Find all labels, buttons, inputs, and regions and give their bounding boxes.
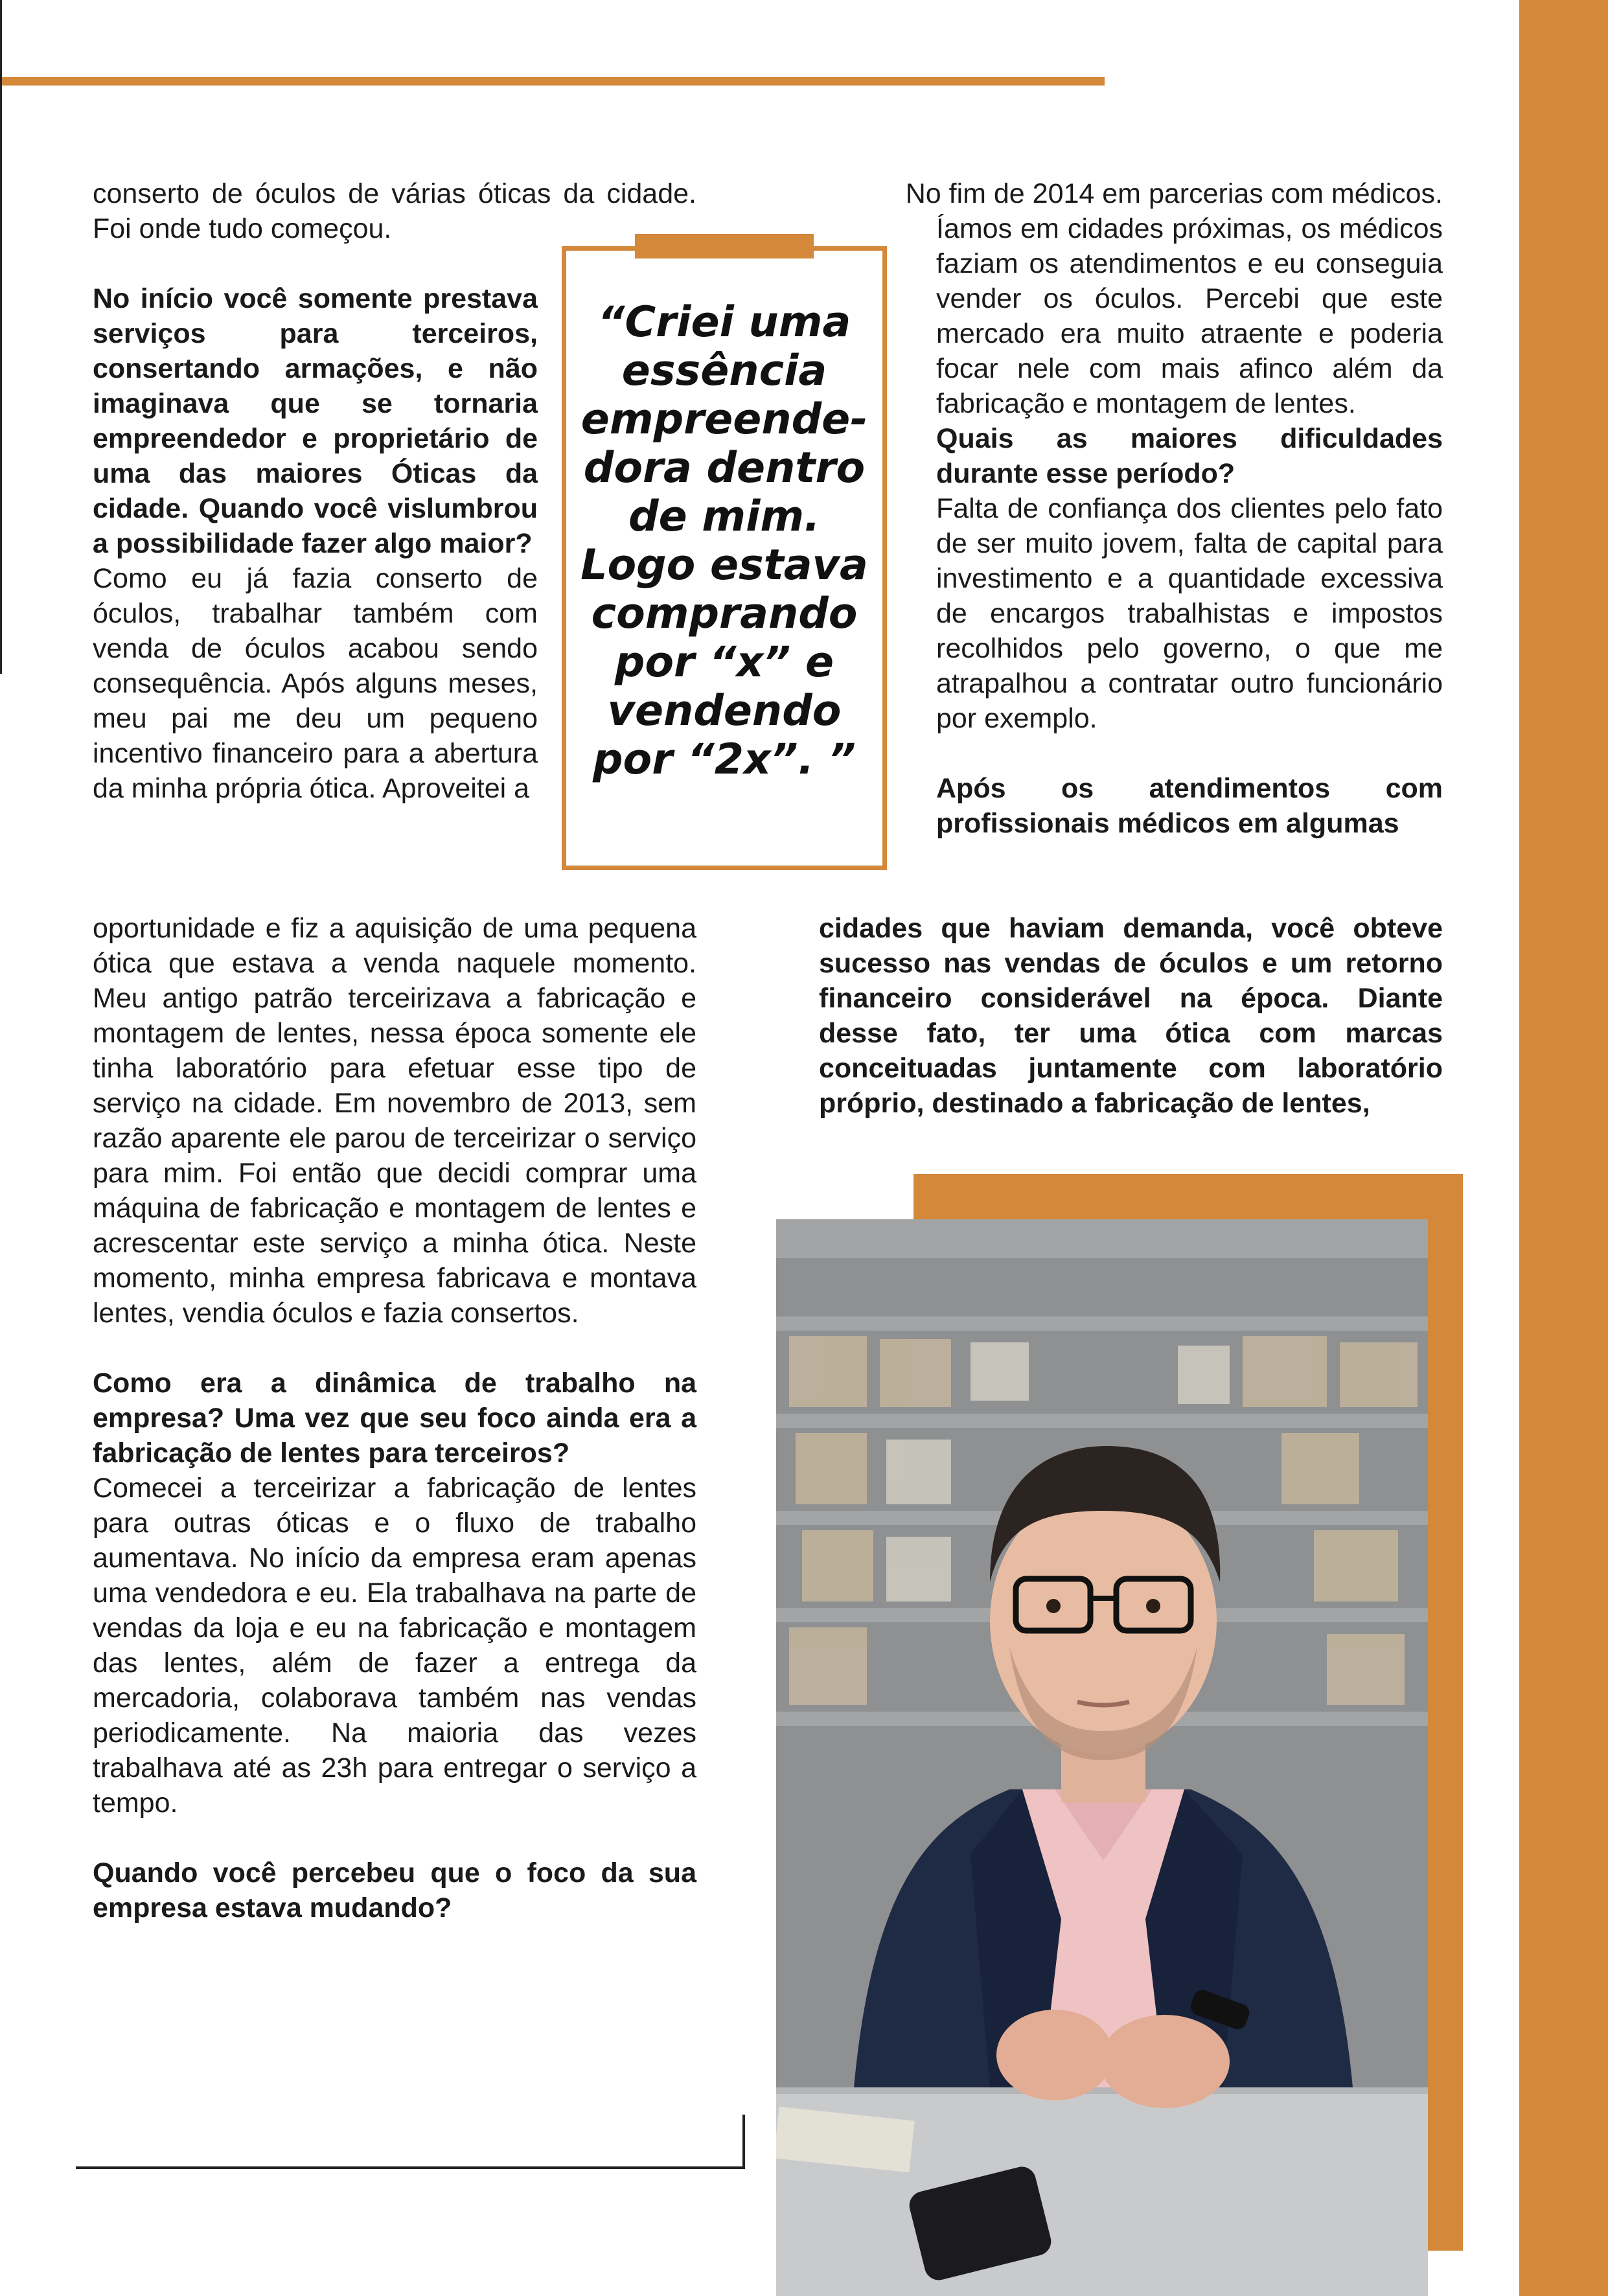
intro-text: conserto de óculos de várias óticas da cidade. Foi onde tudo começou.	[93, 178, 696, 244]
bottom-rule	[76, 2166, 743, 2169]
right-question-1: Quais as maiores dificuldades durante esse período?	[936, 423, 1443, 489]
right-wide-block	[819, 911, 1443, 1121]
question-3: Quando você percebeu que o foco da sua empresa estava mudando?	[93, 1857, 696, 1923]
pull-quote-text: “Criei uma essência empreende-dora dentro de mim. Logo estava comprando por “x” e vendendo por “2x”. ”	[580, 298, 868, 784]
left-intro-paragraph	[93, 176, 696, 246]
portrait-photo	[776, 1219, 1428, 2296]
right-paragraph-1: Íamos em cidades próximas, os médicos faziam os atendimentos e eu conseguia vender os óculos. Percebi que este mercado era muito atraente e poderia focar nele com mais afinco além da fabricação e montagem de lentes.	[936, 213, 1443, 419]
question-2: Como era a dinâmica de trabalho na empresa? Uma vez que seu foco ainda era a fabricação de lentes para terceiros?	[93, 1368, 696, 1469]
right-answer-1: Falta de confiança dos clientes pelo fato de ser muito jovem, falta de capital para investimento e a quantidade excessiva de encargos trabalhistas e impostos recolhidos pelo governo, o que me atrapalhou a contratar outro funcionário por exemplo.	[936, 493, 1443, 734]
question-1: No início você somente prestava serviços para terceiros, consertando armações, e não imaginava que se tornaria empreendedor e proprietário de uma das maiores Óticas da cidade. Quando você vislumbrou a possibilidade fazer algo maior?	[93, 283, 538, 559]
answer-2: Comecei a terceirizar a fabricação de lentes para outras óticas e o fluxo de trabalho aumentava. No início da empresa eram apenas uma vendedora e eu. Ela trabalhava na parte de vendas da loja e eu na fabricação e montagem das lentes, além de fazer a entrega da mercadoria, colaborava também nas vendas periodicamente. Na maioria das vezes trabalhava até as 23h para entregar o serviço a tempo.	[93, 1473, 696, 1819]
pull-quote-tab	[635, 234, 814, 258]
right-first-line-text: No fim de 2014 em parcerias com médicos.	[905, 178, 1443, 209]
right-question-2-part-2: cidades que haviam demanda, você obteve sucesso nas vendas de óculos e um retorno financeiro considerável na época. Diante desse fato, ter uma ótica com marcas conceituadas juntamente com laboratório próprio, destinado a fabricação de lentes,	[819, 913, 1443, 1119]
bottom-rule-tick	[742, 2115, 745, 2169]
left-edge-line	[0, 0, 2, 674]
right-question-2-part-1: Após os atendimentos com profissionais médicos em algumas	[936, 773, 1443, 839]
top-orange-rule	[0, 77, 1105, 86]
orange-side-bar	[1519, 0, 1608, 2296]
left-narrow-block	[93, 281, 538, 806]
right-narrow-block	[936, 211, 1443, 841]
portrait-illustration	[776, 1219, 1428, 2296]
right-first-line	[819, 176, 1443, 211]
left-wide-block	[93, 911, 696, 1925]
answer-1-part-2: oportunidade e fiz a aquisição de uma pequena ótica que estava a venda naquele momento. Meu antigo patrão terceirizava a fabricação e montagem de lentes, nessa época somente ele tinha laboratório para efetuar esse tipo de serviço na cidade. Em novembro de 2013, sem razão aparente ele parou de terceirizar o serviço para mim. Foi então que decidi comprar uma máquina de fabricação e montagem de lentes e acrescentar este serviço a minha ótica. Neste momento, minha empresa fabricava e montava lentes, vendia óculos e fazia consertos.	[93, 913, 696, 1329]
answer-1-part-1: Como eu já fazia conserto de óculos, trabalhar também com venda de óculos acabou sendo consequência. Após alguns meses, meu pai me deu um pequeno incentivo financeiro para a abertura da minha própria ótica. Aproveitei a	[93, 563, 538, 804]
